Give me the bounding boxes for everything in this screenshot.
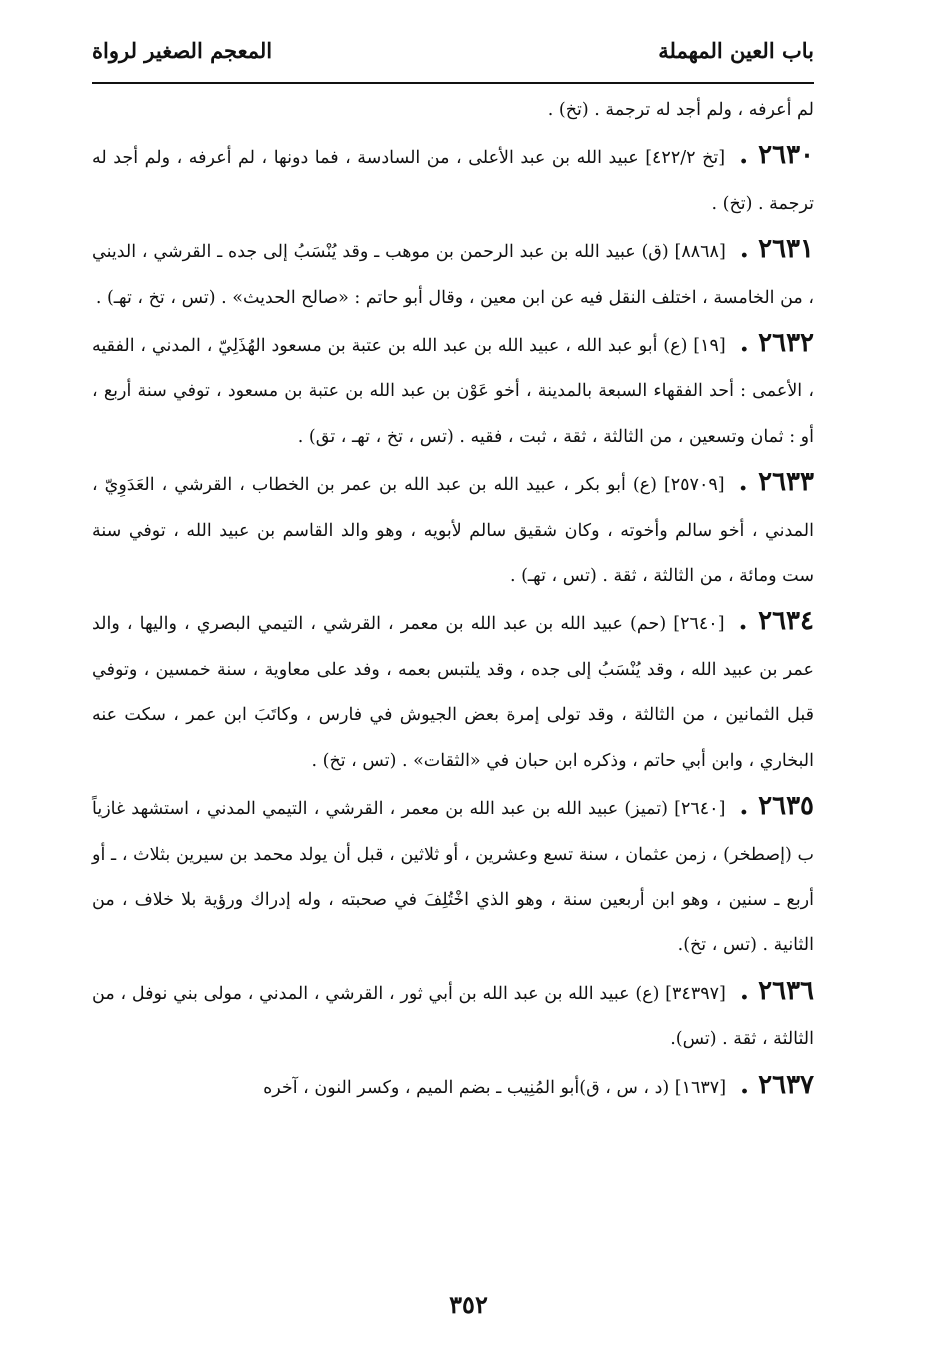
book-title: المعجم الصغير لرواة: [92, 38, 273, 63]
entries-body: [92, 88, 814, 1111]
entry-2635: [92, 784, 814, 969]
entry-text: [١٦٣٧] (د ، س ، ق)أبو المُنِيب ـ بضم الميم ، وكسر النون ، آخره: [263, 1077, 727, 1098]
entry-number: ٢٦٣١ .: [739, 234, 814, 265]
entry-number: ٢٦٣٦ .: [739, 975, 815, 1006]
entry-text: [٢٥٧٠٩] (ع) أبو بكر ، عبيد الله بن عبد الله بن عمر بن الخطاب ، القرشي ، العَدَوِيّ ، المدني ، أخو سالم وأخوته ، وكان شقيق سالم لأبويه ، وهو والد القاسم بن عبيد الله ، توفي سنة ست ومائة ، من الثالثة ، ثقة . (تس ، تهـ) .: [92, 475, 814, 587]
entry-number: ٢٦٣٣ .: [738, 467, 814, 498]
entry-number: ٢٦٣٥ .: [739, 791, 814, 822]
entry-2634: [92, 599, 814, 784]
entry-2631: [92, 227, 814, 321]
page-number: ٣٥٢: [449, 1290, 488, 1319]
entry-number: ٢٦٣٠ .: [739, 140, 814, 171]
entry-text: [٨٨٦٨] (ق) عبيد الله بن عبد الرحمن بن موهب ـ وقد يُنْسَبُ إلى جده ـ القرشي ، الديني ، من الخامسة ، اختلف النقل فيه عن ابن معين ، وقال أبو حاتم : «صالح الحديث» . (تس ، تخ ، تهـ) .: [92, 242, 814, 308]
entry-number: ٢٦٣٢ .: [739, 328, 814, 359]
entry-2637: [92, 1063, 814, 1111]
entry-text: [٢٦٤٠] (تميز) عبيد الله بن عبد الله بن معمر ، القرشي ، التيمي المدني ، استشهد غازياً ب (إصطخر) ، زمن عثمان ، سنة تسع وعشرين ، أو ثلاثين ، قبل أن يولد محمد بن سيرين بثلاث ، ـ أو أربع ـ سنين ، وهو ابن أربعين سنة ، وهو الذي اخْتُلِفَ في صحبته ، وله إدراك ورؤية بلا خلاف ، من الثانية . (تس ، تخ).: [92, 799, 814, 956]
chapter-title: باب العين المهملة: [658, 38, 814, 63]
entry-text: [٣٤٣٩٧] (ع) عبيد الله بن عبد الله بن أبي ثور ، القرشي ، المدني ، مولى بني نوفل ، من الثالثة ، ثقة . (تس).: [92, 983, 814, 1050]
entry-2630: [92, 133, 814, 227]
page-header: [92, 38, 814, 88]
header-divider: [92, 82, 814, 84]
entry-number: ٢٦٣٧ .: [740, 1069, 814, 1100]
entry-text: لم أعرفه ، ولم أجد له ترجمة . (تخ) .: [547, 100, 814, 120]
entry-2633: [92, 460, 814, 599]
entry-2636: [92, 969, 814, 1063]
entry-2632: [92, 321, 814, 460]
entry-text: [١٩] (ع) أبو عبد الله ، عبيد الله بن عبد الله بن عتبة بن مسعود الهُذَلِيّ ، المدني ، الفقيه ، الأعمى : أحد الفقهاء السبعة بالمدينة ، أخو عَوْن بن عبد الله بن عتبة بن مسعود ، توفي سنة أربع ، أو : ثمان وتسعين ، من الثالثة ، ثقة ، ثبت ، فقيه . (تس ، تخ ، تهـ ، تق) .: [92, 336, 814, 447]
entry-continuation: [92, 88, 814, 133]
entry-number: ٢٦٣٤ .: [738, 606, 814, 637]
entry-text: [تخ ٤٢٢/٢] عبيد الله بن عبد الأعلى ، من السادسة ، فما دونها ، لم أعرفه ، ولم أجد له ترجمة . (تخ) .: [92, 148, 814, 214]
entry-text: [٢٦٤٠] (حم) عبيد الله بن عبد الله بن معمر ، القرشي ، التيمي البصري ، واليها ، والد عمر بن عبيد الله ، وقد يُنْسَبُ إلى جده ، وقد يلتبس بعمه ، وفد على معاوية ، سنة خمسين ، وتوفي قبل الثمانين ، من الثالثة ، وقد تولى إمرة بعض الجيوش في فارس ، وكاتَبَ ابن عمر ، سكت عنه البخاري ، وابن أبي حاتم ، وذكره ابن حبان في «الثقات» . (تس ، تخ) .: [92, 614, 814, 771]
